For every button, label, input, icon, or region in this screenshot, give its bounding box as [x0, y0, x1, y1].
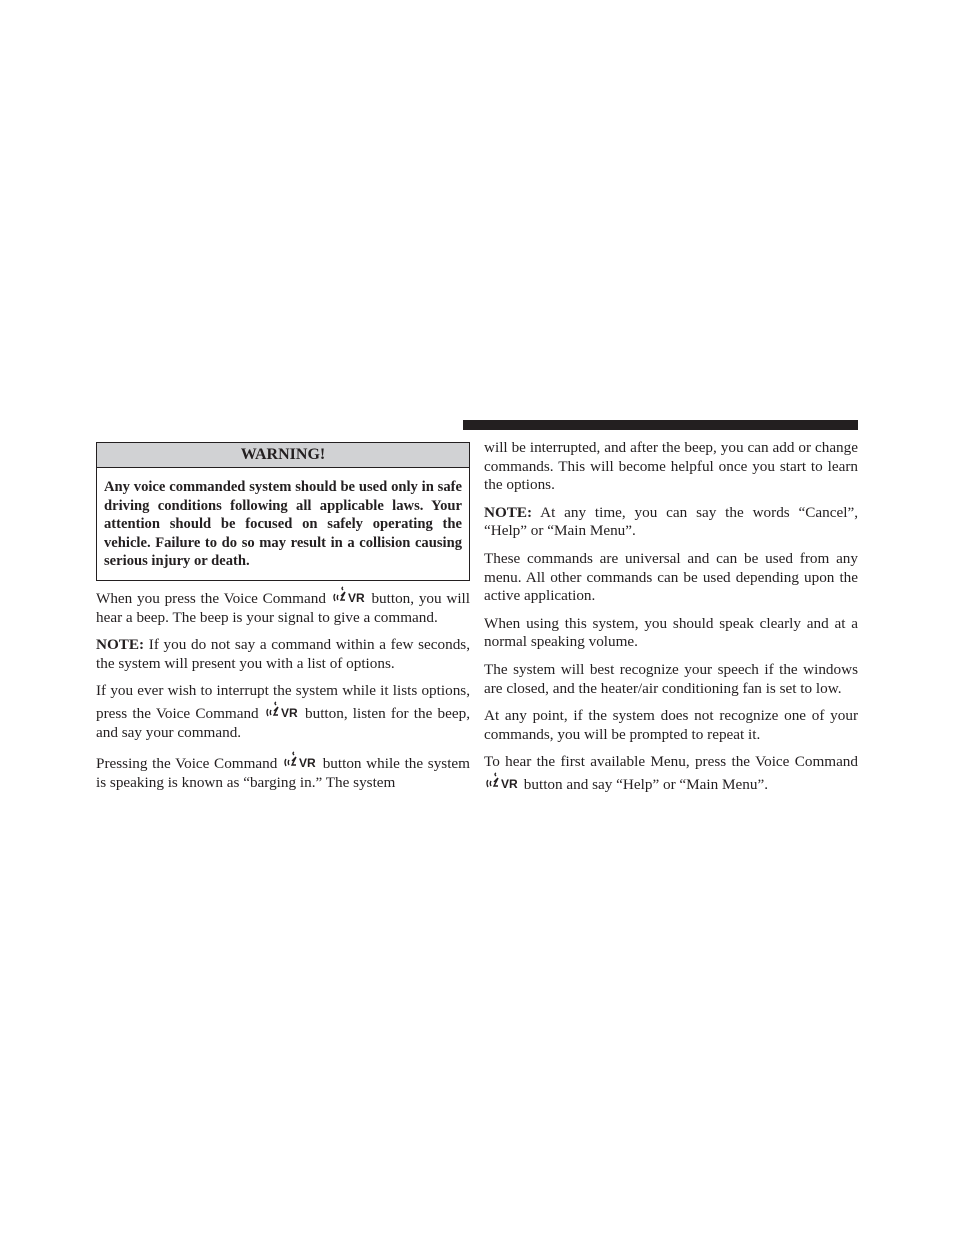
voice-command-icon — [332, 586, 366, 606]
paragraph-recognize: The system will best recognize your speech if the windows are closed, and the heater/air conditioning fan is set to low. — [484, 660, 858, 697]
paragraph-text: To hear the first available Menu, press the Voice Command — [484, 753, 858, 771]
warning-box — [96, 442, 470, 581]
paragraph-note — [96, 636, 470, 673]
paragraph-text: button while the system is speaking is known as “barging in.” The system — [96, 755, 470, 791]
paragraph-text: button, listen for the beep, and say your command. — [96, 704, 471, 741]
paragraph-text: At any time, you can say the words “Cancel”, “Help” or “Main Menu”. — [484, 503, 858, 540]
paragraph-text: If you do not say a command within a few seconds, the system will present you with a list of options. — [96, 636, 470, 672]
paragraph-interrupted: will be interrupted, and after the beep, you can add or change commands. This will become helpful once you start to learn the options. — [484, 439, 858, 494]
svg-text:VR: VR — [347, 590, 365, 605]
left-column — [96, 442, 470, 801]
svg-text:VR: VR — [280, 705, 298, 720]
paragraph-note — [484, 504, 858, 541]
paragraph-press-voice — [96, 586, 470, 627]
note-label: NOTE: — [96, 636, 145, 654]
svg-text:VR: VR — [501, 776, 518, 791]
svg-text:VR: VR — [299, 756, 316, 771]
paragraph-barging — [96, 751, 470, 792]
paragraph-first-menu — [484, 753, 858, 794]
voice-command-icon — [485, 772, 519, 792]
paragraph-text: button, you will hear a beep. The beep is your signal to give a command. — [96, 589, 470, 626]
paragraph-text: button and say “Help” or “Main Menu”. — [523, 775, 768, 793]
voice-command-icon — [283, 751, 317, 771]
paragraph-universal: These commands are universal and can be used from any menu. All other commands can be used depending upon the active application. — [484, 549, 858, 605]
note-label: NOTE: — [484, 503, 533, 521]
paragraph-text: When you press the Voice Command — [96, 589, 326, 607]
right-column — [484, 439, 858, 804]
paragraph-speak-clearly: When using this system, you should speak clearly and at a normal speaking volume. — [484, 614, 858, 651]
section-rule — [463, 420, 858, 430]
paragraph-text: Pressing the Voice Command — [96, 755, 278, 773]
warning-title: WARNING! — [97, 443, 469, 468]
paragraph-text: If you ever wish to interrupt the system while it lists options, press the Voice Command — [96, 682, 470, 722]
voice-command-icon — [265, 701, 299, 721]
paragraph-repeat: At any point, if the system does not recognize one of your commands, you will be prompted to repeat it. — [484, 707, 858, 743]
paragraph-interrupt — [96, 682, 470, 742]
warning-body: Any voice commanded system should be used only in safe driving conditions following all applicable laws. Your attention should be focused on safely operating the vehicle. Failure to do so may result in a collision causing serious injury or death. — [104, 479, 462, 570]
